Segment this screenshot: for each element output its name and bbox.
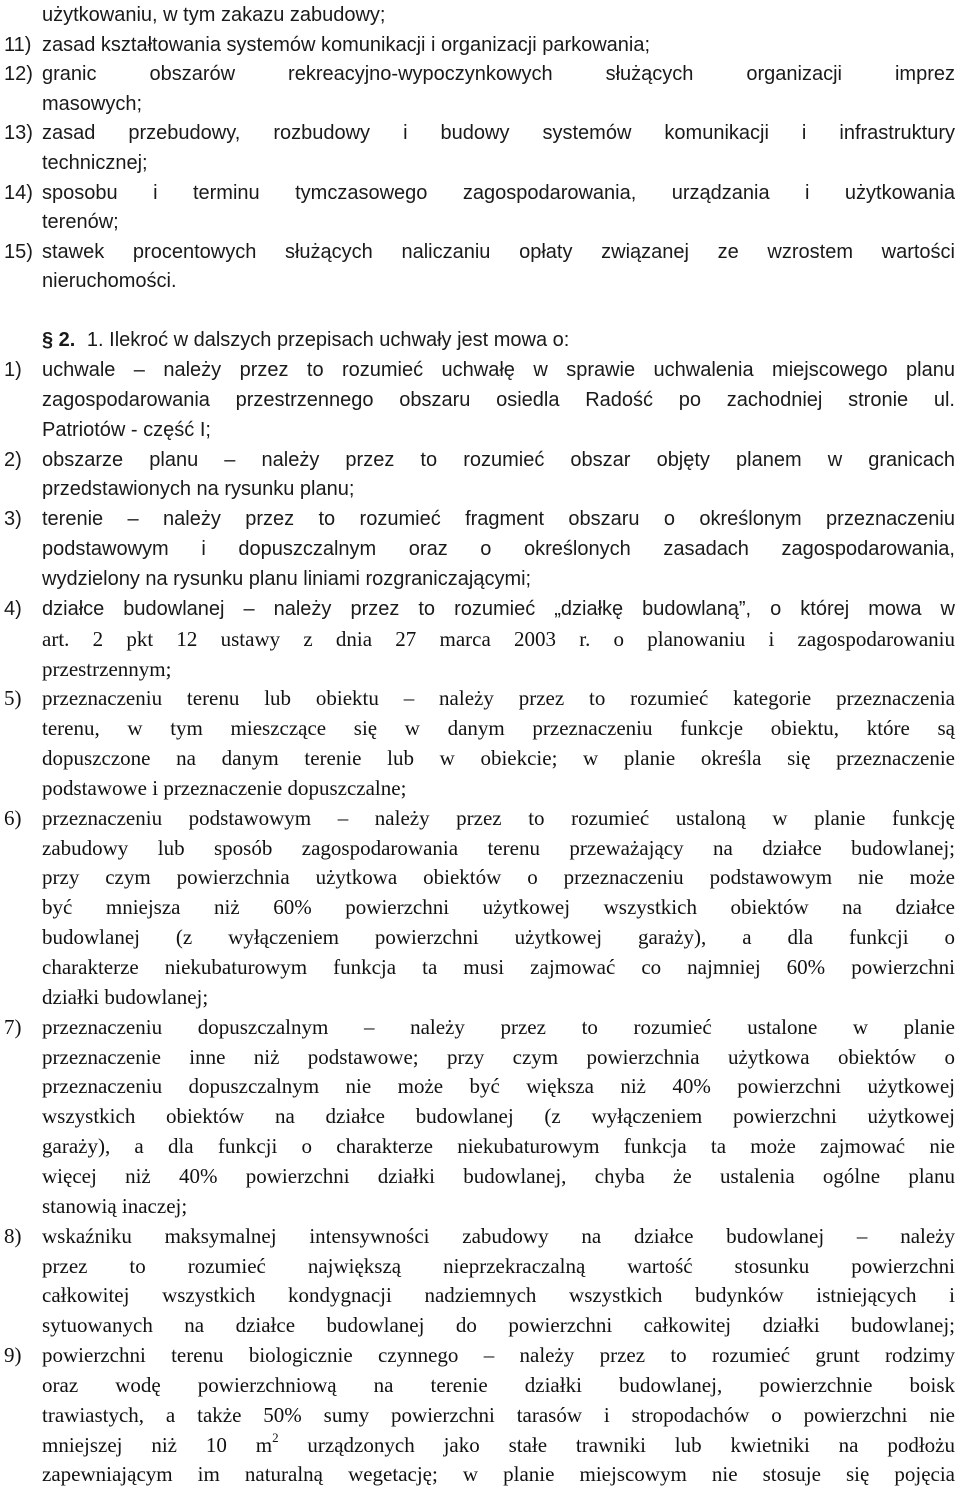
list-item-text: art. 2 pkt 12 ustawy z dnia 27 marca 2003 r. o planowaniu i zagospodarowaniu [42,626,955,651]
list-item-text: zasad kształtowania systemów komunikacji i organizacji parkowania; [42,33,651,56]
list-item-text: charakterze niekubaturowym funkcja ta musi zajmować co najmniej 60% powierzchni [42,955,955,979]
list-item-line [0,952,960,982]
list-item-text: granic obszarów rekreacyjno-wypoczynkowych służących organizacji imprez [42,63,955,86]
list-item-number: 5) [4,686,22,711]
list-item-line [0,1191,960,1221]
list-item-number: 13) [4,122,33,145]
list-item-text: przedstawionych na rysunku planu; [42,478,355,501]
list-item-text: przeznaczenie inne niż podstawowe; przy czym powierzchnia użytkowa obiektów o [42,1044,955,1069]
list-item-text: przy czym powierzchnia użytkowa obiektów o przeznaczeniu podstawowym nie może [42,865,955,890]
superscript: 2 [272,1429,279,1445]
list-item-text: budowlanej (z wyłączeniem powierzchni użytkowej garaży), a dla funkcji o [42,925,955,950]
list-item-text [42,1430,955,1460]
list-item-text: stanowią inaczej; [42,1193,188,1218]
list-item-start [0,118,960,148]
list-item-line [0,474,960,504]
list-item-line [0,1280,960,1310]
list-item-start [0,237,960,267]
list-item-line [0,564,960,594]
list-item-text: przeznaczeniu dopuszczalnym – należy przez to rozumieć ustalone w planie [42,1014,955,1039]
list-item-text: zapewniającym im naturalną wegetację; w planie miejscowym nie stosuje się pojęcia [42,1462,955,1487]
list-item-start [0,445,960,475]
list-item-start [0,504,960,534]
list-item-number: 9) [4,1343,22,1368]
list-item-text: wskaźniku maksymalnej intensywności zabudowy na działce budowlanej – należy [42,1223,955,1248]
list-item-line [0,89,960,119]
list-item-line [0,1042,960,1072]
list-item-line [0,892,960,922]
list-item-line [0,1251,960,1281]
list-item-line [0,1131,960,1161]
list-item-text: zagospodarowania przestrzennego obszaru osiedla Radość po zachodniej stronie ul. [42,388,955,411]
list-item-line [0,833,960,863]
list-item-line [0,534,960,564]
list-item-number: 1) [4,359,22,381]
list-item-line [0,624,960,654]
list-item-text: użytkowaniu, w tym zakazu zabudowy; [42,4,386,26]
list-item-text: sposobu i terminu tymczasowego zagospodarowania, urządzania i użytkowania [42,181,955,204]
list-item-line [0,1430,960,1460]
list-item-text: przeznaczeniu podstawowym – należy przez to rozumieć ustaloną w planie funkcję [42,805,955,830]
list-item-line [0,415,960,445]
list-item-text: garaży), a dla funkcji o charakterze niekubaturowym funkcja ta może zajmować nie [42,1134,955,1159]
list-item-line [0,773,960,803]
list-item-text: podstawowe i przeznaczenie dopuszczalne; [42,775,407,800]
list-item-start [0,803,960,833]
list-item-text: terenów; [42,211,119,234]
list-item-text: terenu, w tym mieszczące się w danym przeznaczeniu funkcje obiektu, które są [42,716,955,741]
list-item-number: 2) [4,448,22,471]
list-item-start [0,30,960,60]
list-item-line [0,862,960,892]
list-item-start [0,1012,960,1042]
list-item-number: 3) [4,508,22,531]
list-item-line [0,385,960,415]
list-item-text: oraz wodę powierzchniową na terenie działki budowlanej, powierzchnie boisk [42,1372,955,1397]
list-item-line [0,1370,960,1400]
list-item-line [0,1161,960,1191]
list-item-start [0,178,960,208]
list-item-number: 12) [4,63,33,86]
list-item-number: 8) [4,1223,22,1248]
list-item-text: przez to rozumieć największą nieprzekraczalną wartość stosunku powierzchni [42,1253,955,1278]
list-item-text: trawiastych, a także 50% sumy powierzchni tarasów i stropodachów o powierzchni nie [42,1402,955,1427]
section-heading [42,325,942,355]
list-item-line [0,1310,960,1340]
list-item-line [0,266,960,296]
list-item-line [0,713,960,743]
list-item-line [0,148,960,178]
list-item-number: 7) [4,1014,22,1039]
list-item-line [0,982,960,1012]
list-item-text: terenie – należy przez to rozumieć fragment obszaru o określonym przeznaczeniu [42,508,955,531]
section-intro: 1. Ilekroć w dalszych przepisach uchwały jest mowa o: [86,329,570,351]
list-item-text: zasad przebudowy, rozbudowy i budowy systemów komunikacji i infrastruktury [42,122,955,145]
list-item-text: wydzielony na rysunku planu liniami rozgraniczającymi; [42,567,532,590]
list-item-text: Patriotów - część I; [42,418,211,441]
list-item-text: przeznaczeniu terenu lub obiektu – należy przez to rozumieć kategorie przeznaczenia [42,686,955,711]
list-item-text: działce budowlanej – należy przez to rozumieć „działkę budowlaną”, o której mowa w [42,597,955,620]
list-item-text: technicznej; [42,152,148,174]
list-item-text: wszystkich obiektów na działce budowlanej (z wyłączeniem powierzchni użytkowej [42,1104,955,1129]
text-run: mniejszej niż 10 m [42,1432,273,1457]
list-item-text: uchwale – należy przez to rozumieć uchwałę w sprawie uchwalenia miejscowego planu [42,359,955,381]
list-item-text: masowych; [42,92,143,115]
list-item-text: więcej niż 40% powierzchni działki budowlanej, chyba że ustalenia ogólne planu [42,1163,955,1188]
list-item-text: być mniejsza niż 60% powierzchni użytkowej wszystkich obiektów na działce [42,895,955,920]
list-item-number: 4) [4,597,22,620]
list-item-line [0,1101,960,1131]
list-item-start [0,355,960,385]
list-item-text: całkowitej wszystkich kondygnacji nadziemnych wszystkich budynków istniejących i [42,1283,955,1308]
list-item-start [0,1340,960,1370]
list-item-line [0,207,960,237]
list-item-start [0,1221,960,1251]
list-item-text: przeznaczeniu dopuszczalnym nie może być większa niż 40% powierzchni użytkowej [42,1074,955,1099]
list-item-start [0,683,960,713]
list-item-text: stawek procentowych służących naliczaniu opłaty związanej ze wzrostem wartości [42,240,955,263]
list-item-line [0,743,960,773]
list-item-line [0,1400,960,1430]
list-item-text: dopuszczone na danym terenie lub w obiekcie; w planie określa się przeznaczenie [42,746,955,771]
list-item-text: działki budowlanej; [42,984,209,1009]
list-item-start [0,59,960,89]
section-label: § 2. [42,329,76,351]
list-item-line [0,654,960,684]
list-item-text: zabudowy lub sposób zagospodarowania terenu przeważający na działce budowlanej; [42,835,955,860]
list-item-number: 6) [4,805,22,830]
list-item-line [0,1459,960,1489]
list-item-number: 11) [4,33,32,56]
list-item-text: powierzchni terenu biologicznie czynnego – należy przez to rozumieć grunt rodzimy [42,1343,955,1368]
text-run: urządzonych jako stałe trawniki lub kwietniki na podłożu [278,1432,955,1457]
list-item-start [0,594,960,624]
list-item-text: nieruchomości. [42,270,177,293]
list-item-number: 14) [4,181,33,204]
list-item-text: podstawowym i dopuszczalnym oraz o określonych zasadach zagospodarowania, [42,538,955,561]
list-item-text: przestrzennym; [42,656,172,681]
list-item-line [0,1071,960,1101]
list-item-text: sytuowanych na działce budowlanej do powierzchni całkowitej działki budowlanej; [42,1313,955,1338]
list-item-number: 15) [4,240,33,263]
list-item-text: obszarze planu – należy przez to rozumieć obszar objęty planem w granicach [42,448,955,471]
list-item-line [0,0,960,30]
list-item-line [0,922,960,952]
